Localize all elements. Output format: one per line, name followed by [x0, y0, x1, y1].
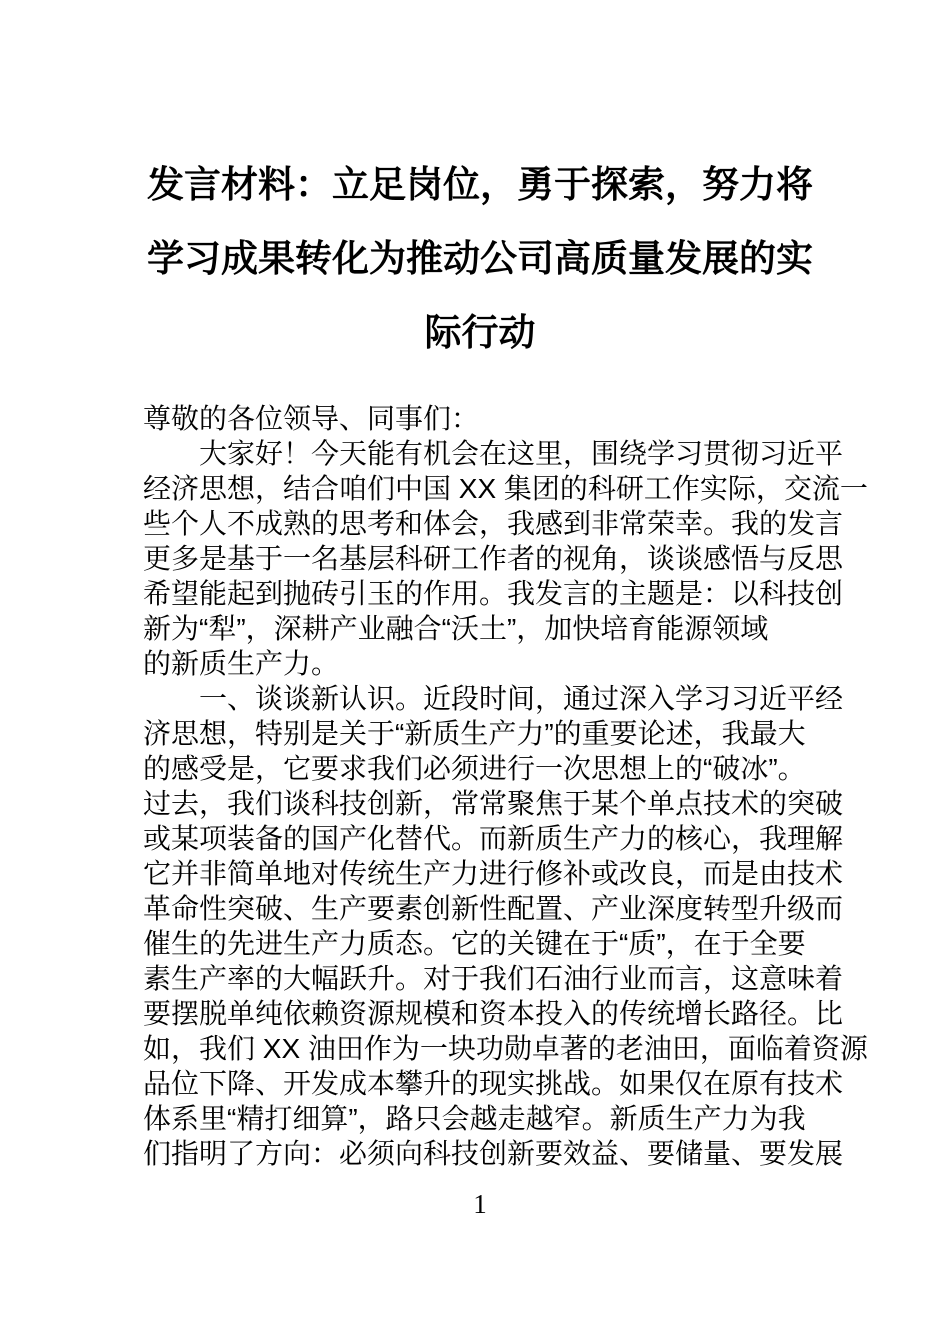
text-line: 新为“犁”，深耕产业融合“沃土”，加快培育能源领域 [143, 613, 769, 644]
text-line: 它并非简单地对传统生产力进行修补或改良，而是由技术 [143, 858, 844, 889]
text-line: 大家好！今天能有机会在这里，围绕学习贯彻习近平 [199, 438, 844, 469]
text-line: 的感受是，它要求我们必须进行一次思想上的“破冰”。 [143, 753, 806, 784]
document-title [143, 148, 817, 370]
text-line: 经济思想，结合咱们中国 XX 集团的科研工作实际，交流一 [143, 473, 868, 504]
text-line: 催生的先进生产力质态。它的关键在于“质”，在于全要 [143, 928, 806, 959]
text-line: 些个人不成熟的思考和体会，我感到非常荣幸。我的发言 [143, 508, 844, 539]
text-line: 们指明了方向：必须向科技创新要效益、要储量、要发展 [143, 1138, 844, 1169]
salutation-line: 尊敬的各位领导、同事们： [143, 403, 480, 434]
page-footer [143, 1187, 817, 1222]
paragraph-opening [143, 436, 868, 681]
title-line: 发言材料：立足岗位，勇于探索，努力将 [147, 164, 813, 205]
text-line: 革命性突破、生产要素创新性配置、产业深度转型升级而 [143, 893, 844, 924]
paragraph-section-one [143, 681, 868, 1171]
text-line: 品位下降、开发成本攀升的现实挑战。如果仅在原有技术 [143, 1068, 844, 1099]
text-line: 一、谈谈新认识。近段时间，通过深入学习习近平经 [199, 683, 844, 714]
text-line: 体系里“精打细算”，路只会越走越窄。新质生产力为我 [143, 1103, 806, 1134]
text-line: 如，我们 XX 油田作为一块功勋卓著的老油田，面临着资源 [143, 1033, 868, 1064]
text-line: 更多是基于一名基层科研工作者的视角，谈谈感悟与反思 [143, 543, 844, 574]
text-line: 或某项装备的国产化替代。而新质生产力的核心，我理解 [143, 823, 844, 854]
text-line: 要摆脱单纯依赖资源规模和资本投入的传统增长路径。比 [143, 998, 844, 1029]
document-body [143, 401, 868, 1171]
text-line: 济思想，特别是关于“新质生产力”的重要论述，我最大 [143, 718, 806, 749]
text-line: 素生产率的大幅跃升。对于我们石油行业而言，这意味着 [143, 963, 844, 994]
text-line: 希望能起到抛砖引玉的作用。我发言的主题是：以科技创 [143, 578, 844, 609]
text-line: 过去，我们谈科技创新，常常聚焦于某个单点技术的突破 [143, 788, 844, 819]
text-line: 的新质生产力。 [143, 648, 340, 679]
title-line: 际行动 [424, 312, 536, 353]
page-number: 1 [473, 1189, 487, 1219]
title-line: 学习成果转化为推动公司高质量发展的实 [147, 238, 813, 279]
